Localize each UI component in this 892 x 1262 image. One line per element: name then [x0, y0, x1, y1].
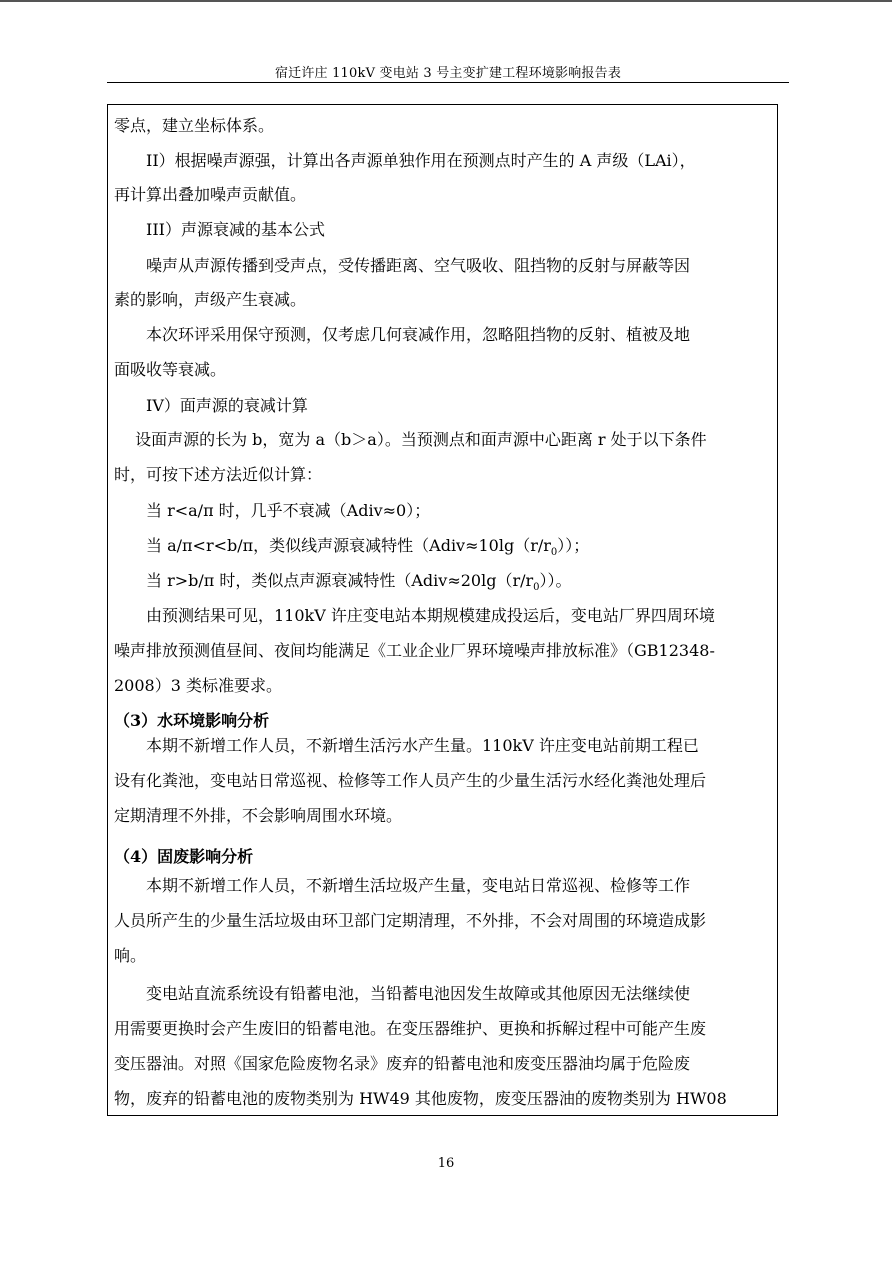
text-line: 人员所产生的少量生活垃圾由环卫部门定期清理，不外排，不会对周围的环境造成影 [114, 911, 707, 930]
section-heading: （3）水环境影响分析 [114, 711, 270, 730]
page-number: 16 [437, 1156, 455, 1171]
formula-line [114, 571, 770, 594]
formula-text: 当 a/π<r<b/π，类似线声源衰减特性（Adiv≈10lg（r/r [114, 536, 551, 555]
text-line: 本期不新增工作人员，不新增生活垃圾产生量，变电站日常巡视、检修等工作 [114, 876, 691, 895]
text-line: 本期不新增工作人员，不新增生活污水产生量。110kV 许庄变电站前期工程已 [114, 736, 699, 755]
text-line: 再计算出叠加噪声贡献值。 [114, 185, 307, 204]
text-line: 时，可按下述方法近似计算： [114, 465, 323, 484]
text-line: 零点，建立坐标体系。 [114, 116, 275, 135]
text-line: 素的影响，声级产生衰减。 [114, 290, 307, 309]
text-line: 2008）3 类标准要求。 [114, 676, 282, 695]
subscript: 0 [550, 547, 558, 559]
text-line: 噪声从声源传播到受声点，受传播距离、空气吸收、阻挡物的反射与屏蔽等因 [114, 256, 691, 275]
header-rule [107, 82, 789, 83]
text-line: 设有化粪池，变电站日常巡视、检修等工作人员产生的少量生活污水经化粪池处理后 [114, 771, 707, 790]
text-line: 噪声排放预测值昼间、夜间均能满足《工业企业厂界环境噪声排放标准》（GB12348- [114, 641, 715, 660]
formula-text: ））。 [539, 571, 572, 590]
text-line: 设面声源的长为 b，宽为 a（b＞a）。当预测点和面声源中心距离 r 处于以下条件 [114, 430, 707, 449]
text-line: III）声源衰减的基本公式 [114, 220, 325, 239]
text-line: 响。 [114, 946, 147, 965]
page-header: 宿迁许庄 110kV 变电站 3 号主变扩建工程环境影响报告表 [274, 66, 622, 81]
subscript: 0 [533, 582, 540, 594]
text-line: 定期清理不外排，不会影响周围水环境。 [114, 806, 403, 825]
formula-text: ））； [557, 536, 590, 555]
text-line: 由预测结果可见，110kV 许庄变电站本期规模建成投运后，变电站厂界四周环境 [114, 606, 715, 625]
text-line: 当 r<a/π 时，几乎不衰减（Adiv≈0）； [114, 501, 431, 520]
formula-line [114, 536, 770, 559]
text-line: 本次环评采用保守预测，仅考虑几何衰减作用，忽略阻挡物的反射、植被及地 [114, 325, 691, 344]
text-line: 变电站直流系统设有铅蓄电池，当铅蓄电池因发生故障或其他原因无法继续使 [114, 984, 691, 1003]
text-line: 物，废弃的铅蓄电池的废物类别为 HW49 其他废物，废变压器油的废物类别为 HW08 [114, 1089, 727, 1108]
text-line: 面吸收等衰减。 [114, 360, 227, 379]
section-heading: （4）固废影响分析 [114, 847, 254, 866]
text-line: 用需要更换时会产生废旧的铅蓄电池。在变压器维护、更换和拆解过程中可能产生废 [114, 1019, 707, 1038]
text-line: II）根据噪声源强，计算出各声源单独作用在预测点时产生的 A 声级（LAi）， [114, 151, 696, 170]
top-edge-line [0, 0, 892, 2]
formula-text: 当 r>b/π 时，类似点声源衰减特性（Adiv≈20lg（r/r [114, 571, 534, 590]
text-line: IV）面声源的衰减计算 [114, 396, 308, 415]
text-line: 变压器油。对照《国家危险废物名录》废弃的铅蓄电池和废变压器油均属于危险废 [114, 1054, 691, 1073]
